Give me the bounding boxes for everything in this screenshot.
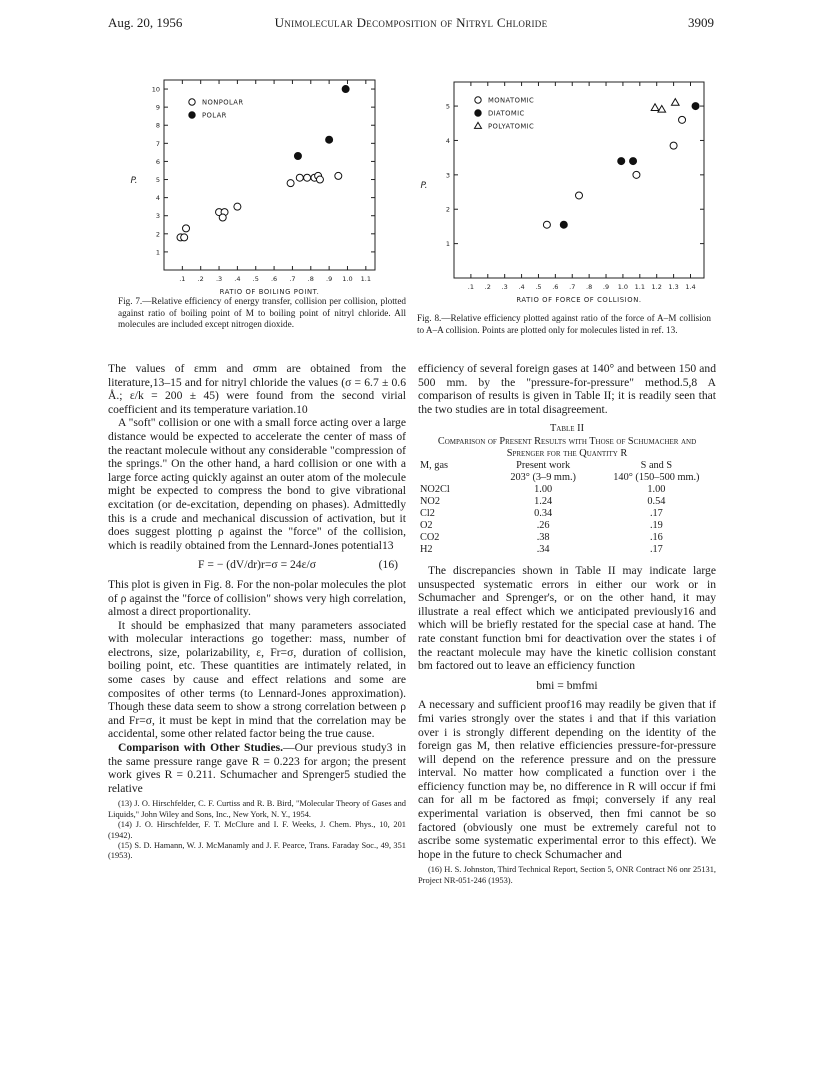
data-point [576, 192, 583, 199]
data-point [618, 158, 625, 165]
table-header: M, gas [420, 459, 449, 471]
y-tick-label: 3 [155, 212, 160, 221]
table-cell: NO2Cl [420, 483, 450, 495]
y-tick-label: 6 [155, 157, 160, 166]
paragraph: The discrepancies shown in Table II may indicate large unsuspected systematic errors in either our work or in Schumacher and Sprenger's, or on the other hand, it may illustrate a real effect which we anticipated previously16 and which will be briefly restated for the special case at hand. The rate constant function bmi for deactivation over the states i of the reactant molecule may have the kinetic collision constant bm factored out to leave an efficiency function [418, 563, 716, 673]
table-header: S and S [640, 459, 673, 471]
data-point [219, 214, 226, 221]
data-point [326, 136, 333, 143]
legend-label: MONATOMIC [488, 96, 535, 105]
data-point [335, 172, 342, 179]
y-tick-label: 7 [155, 139, 160, 148]
figure-7-scatter-plot [120, 70, 390, 296]
table-cell: .17 [649, 507, 663, 519]
legend-label: DIATOMIC [488, 109, 525, 118]
footnote-16: (16) H. S. Johnston, Third Technical Report, Section 5, ONR Contract N6 onr 25131, Project NR-051-246 (1953). [418, 865, 716, 885]
footnote-15: (15) S. D. Hamann, W. J. McManamly and J. F. Pearce, Trans. Faraday Soc., 49, 351 (1953). [108, 841, 406, 861]
page-header [108, 15, 714, 35]
y-tick-label: 4 [155, 194, 160, 203]
table-subheader: 140° (150–500 mm.) [613, 471, 700, 483]
plot-frame [164, 80, 375, 270]
data-point [316, 176, 323, 183]
legend-marker [189, 99, 195, 105]
equation-text: bmi = bmfmi [536, 678, 598, 692]
table-cell: .34 [536, 543, 550, 555]
y-tick-label: 2 [155, 230, 160, 239]
x-tick-label: .7 [289, 275, 296, 283]
x-tick-label: 1.1 [360, 275, 371, 283]
footnote-13: (13) J. O. Hirschfelder, C. F. Curtiss and R. B. Bird, "Molecular Theory of Gases and Liquids," John Wiley and Sons, Inc., New York, N. Y., 1954. [108, 799, 406, 819]
left-column [108, 362, 406, 862]
y-axis-label: P. [420, 181, 428, 191]
x-tick-label: .3 [501, 283, 508, 291]
y-tick-label: 5 [445, 102, 450, 111]
paragraph-text: —Our previous study3 in the same pressure range gave R = 0.223 for argon; the present work gives R = 0.211. Schumacher and Sprenger5 studied the relative [108, 741, 406, 795]
x-tick-label: .6 [552, 283, 559, 291]
table-header-row [418, 460, 716, 472]
data-point [671, 99, 679, 106]
table-subheader-row [418, 472, 716, 484]
legend-label: NONPOLAR [202, 98, 244, 107]
data-point [670, 142, 677, 149]
data-point [651, 104, 659, 111]
table-row [418, 496, 716, 508]
equation-efficiency-function [418, 679, 716, 693]
x-tick-label: 1.2 [651, 283, 662, 291]
table-cell: H2 [420, 543, 433, 555]
data-point [294, 153, 301, 160]
table-subheader: 203° (3–9 mm.) [510, 471, 576, 483]
table-row [418, 520, 716, 532]
legend-label: POLAR [202, 111, 227, 120]
data-point [296, 174, 303, 181]
header-date: Aug. 20, 1956 [108, 15, 183, 30]
table-cell: NO2 [420, 495, 441, 507]
equation-text: F = − (dV/dr)r=σ = 24ε/σ [198, 558, 316, 572]
y-tick-label: 9 [155, 103, 160, 112]
y-tick-label: 4 [445, 136, 450, 145]
y-tick-label: 3 [445, 171, 450, 180]
table-cell: 0.54 [647, 495, 666, 507]
figure-8-scatter-plot [412, 70, 718, 314]
legend-marker [475, 110, 481, 116]
paragraph: It should be emphasized that many parameters associated with molecular interactions go together: mass, number of electrons, size, polarizability, ε, Fr=σ, duration of collision, boiling point, etc. These quantities are intimately related, in some cases by cause and effect relations and some are composites of other terms (to Lennard-Jones approximation). Though these data seem to show a strong correlation between ρ and Fr=σ, it must be kept in mind that the correlation may be accidental, some other related factor being the true cause. [108, 618, 406, 741]
paragraph: efficiency of several foreign gases at 140° and between 150 and 500 mm. by the "pressure-for-pressure" method.5,8 A comparison of results is given in Table II; it is readily seen that the two studies are in total disagreement. [418, 362, 716, 416]
figure-8-caption: Fig. 8.—Relative efficiency plotted against ratio of the force of A–M collision to A–A collision. Points are plotted only for molecules listed in ref. 13. [417, 313, 711, 335]
data-point [181, 234, 188, 241]
data-point [633, 171, 640, 178]
data-point [560, 221, 567, 228]
x-tick-label: .8 [586, 283, 593, 291]
x-tick-label: .8 [307, 275, 314, 283]
y-tick-label: 10 [151, 85, 160, 94]
table-cell: .19 [649, 519, 663, 531]
x-tick-label: 1.4 [685, 283, 696, 291]
x-axis-label: RATIO OF BOILING POINT. [219, 288, 320, 296]
footnote-14: (14) J. O. Hirschfelder, F. T. McClure and I. F. Weeks, J. Chem. Phys., 10, 201 (1942). [108, 820, 406, 840]
data-point [342, 86, 349, 93]
y-tick-label: 5 [155, 176, 160, 185]
table-cell: 1.24 [534, 495, 553, 507]
legend-marker [475, 97, 481, 103]
y-tick-label: 8 [155, 121, 160, 130]
table-cell: 0.34 [534, 507, 553, 519]
table-header: Present work [516, 459, 571, 471]
table-title: Comparison of Present Results with Those of Schumacher and Sprenger for the Quantity R [437, 435, 697, 459]
paragraph: A "soft" collision or one with a small force acting over a large distance would be expected to accelerate the center of mass of the reactant molecule without any considerable "compression of the springs." On the other hand, a hard collision or one with a large force acting quickly against an outer atom of the molecule might be expected to compress the bond to give vibrational excitation (or de-excitation, depending on phases). Admittedly this is a crude and mechanical discussion of activation, but it does suggest plotting ρ against the "force" of the collision, which is readily obtained from the Lennard-Jones potential13 [108, 416, 406, 552]
data-point [543, 221, 550, 228]
x-tick-label: .3 [215, 275, 223, 283]
table-cell: .16 [649, 531, 663, 543]
x-tick-label: .1 [467, 283, 474, 291]
table-ii-grid [418, 460, 716, 556]
x-tick-label: 1.0 [617, 283, 629, 291]
x-tick-label: .9 [602, 283, 610, 291]
table-cell: .17 [649, 543, 663, 555]
x-tick-label: .5 [252, 275, 259, 283]
x-tick-label: 1.1 [634, 283, 645, 291]
legend-marker [474, 122, 481, 128]
x-tick-label: .1 [179, 275, 186, 283]
data-point [692, 103, 699, 110]
table-cell: .26 [536, 519, 550, 531]
x-tick-label: 1.3 [668, 283, 679, 291]
paragraph: A necessary and sufficient proof16 may readily be given that if fmi varies strongly over the states i and that if this variation over i is strongly different depending on the identity of the foreign gas M, then relative efficiencies pressure-for-pressure will depend on the reference pressure and on the pressure interval. No matter how complicated a function over i the efficiency function may be, no difference in R will occur if fmi can for all m be factored as fmφi; conversely if any real experimental variation is observed, then fmi cannot be so factored (obviously one must be extremely careful not to ascribe some systematic experimental error to this effect). We hope in the future to check Schumacher and [418, 698, 716, 861]
table-cell: 1.00 [647, 483, 666, 495]
y-tick-label: 1 [445, 240, 450, 249]
data-point [679, 116, 686, 123]
paragraph [108, 741, 406, 795]
paragraph: The values of εmm and σmm are obtained from the literature,13–15 and for nitryl chloride the values (σ = 6.7 ± 0.6 Å.; ε/k = 200 ± 45) were found from the second virial coefficient and its temperature variation.10 [108, 362, 406, 416]
right-column [418, 362, 716, 886]
table-row [418, 544, 716, 556]
legend-label: POLYATOMIC [488, 122, 535, 131]
x-tick-label: .4 [234, 275, 241, 283]
data-point [658, 106, 666, 113]
table-cell: 1.00 [534, 483, 553, 495]
x-tick-label: 1.0 [342, 275, 353, 283]
table-cell: Cl2 [420, 507, 435, 519]
y-tick-label: 2 [445, 205, 450, 214]
section-heading: Comparison with Other Studies. [118, 741, 283, 755]
header-page-number: 3909 [688, 15, 714, 30]
data-point [287, 180, 294, 187]
x-tick-label: .4 [518, 283, 525, 291]
table-row [418, 532, 716, 544]
table-cell: .38 [536, 531, 550, 543]
paragraph: This plot is given in Fig. 8. For the non-polar molecules the plot of ρ against the "force of collision" shows very high correlation, almost a direct proportionality. [108, 577, 406, 619]
equation-16 [108, 558, 406, 572]
data-point [183, 225, 190, 232]
x-tick-label: .2 [484, 283, 491, 291]
figure-7-caption: Fig. 7.—Relative efficiency of energy transfer, collision per collision, plotted against ratio of boiling point of M to boiling point of nitryl chloride. All molecules are included except nitrogen dioxide. [118, 296, 406, 329]
table-row [418, 508, 716, 520]
x-tick-label: .6 [270, 275, 278, 283]
table-subheader [418, 472, 490, 484]
data-point [234, 203, 241, 210]
table-ii [418, 422, 716, 556]
x-tick-label: .7 [569, 283, 576, 291]
legend-marker [189, 112, 195, 118]
y-axis-label: P. [130, 176, 138, 186]
table-cell: CO2 [420, 531, 440, 543]
x-tick-label: .2 [197, 275, 204, 283]
data-point [630, 158, 637, 165]
table-label: Table II [550, 423, 584, 435]
table-cell: O2 [420, 519, 433, 531]
y-tick-label: 1 [155, 248, 160, 257]
table-row [418, 484, 716, 496]
x-axis-label: RATIO OF FORCE OF COLLISION. [516, 296, 642, 304]
data-point [304, 174, 311, 181]
x-tick-label: .5 [535, 283, 542, 291]
header-title: Unimolecular Decomposition of Nitryl Chloride [274, 15, 548, 30]
x-tick-label: .9 [326, 275, 333, 283]
equation-number: (16) [378, 558, 398, 572]
